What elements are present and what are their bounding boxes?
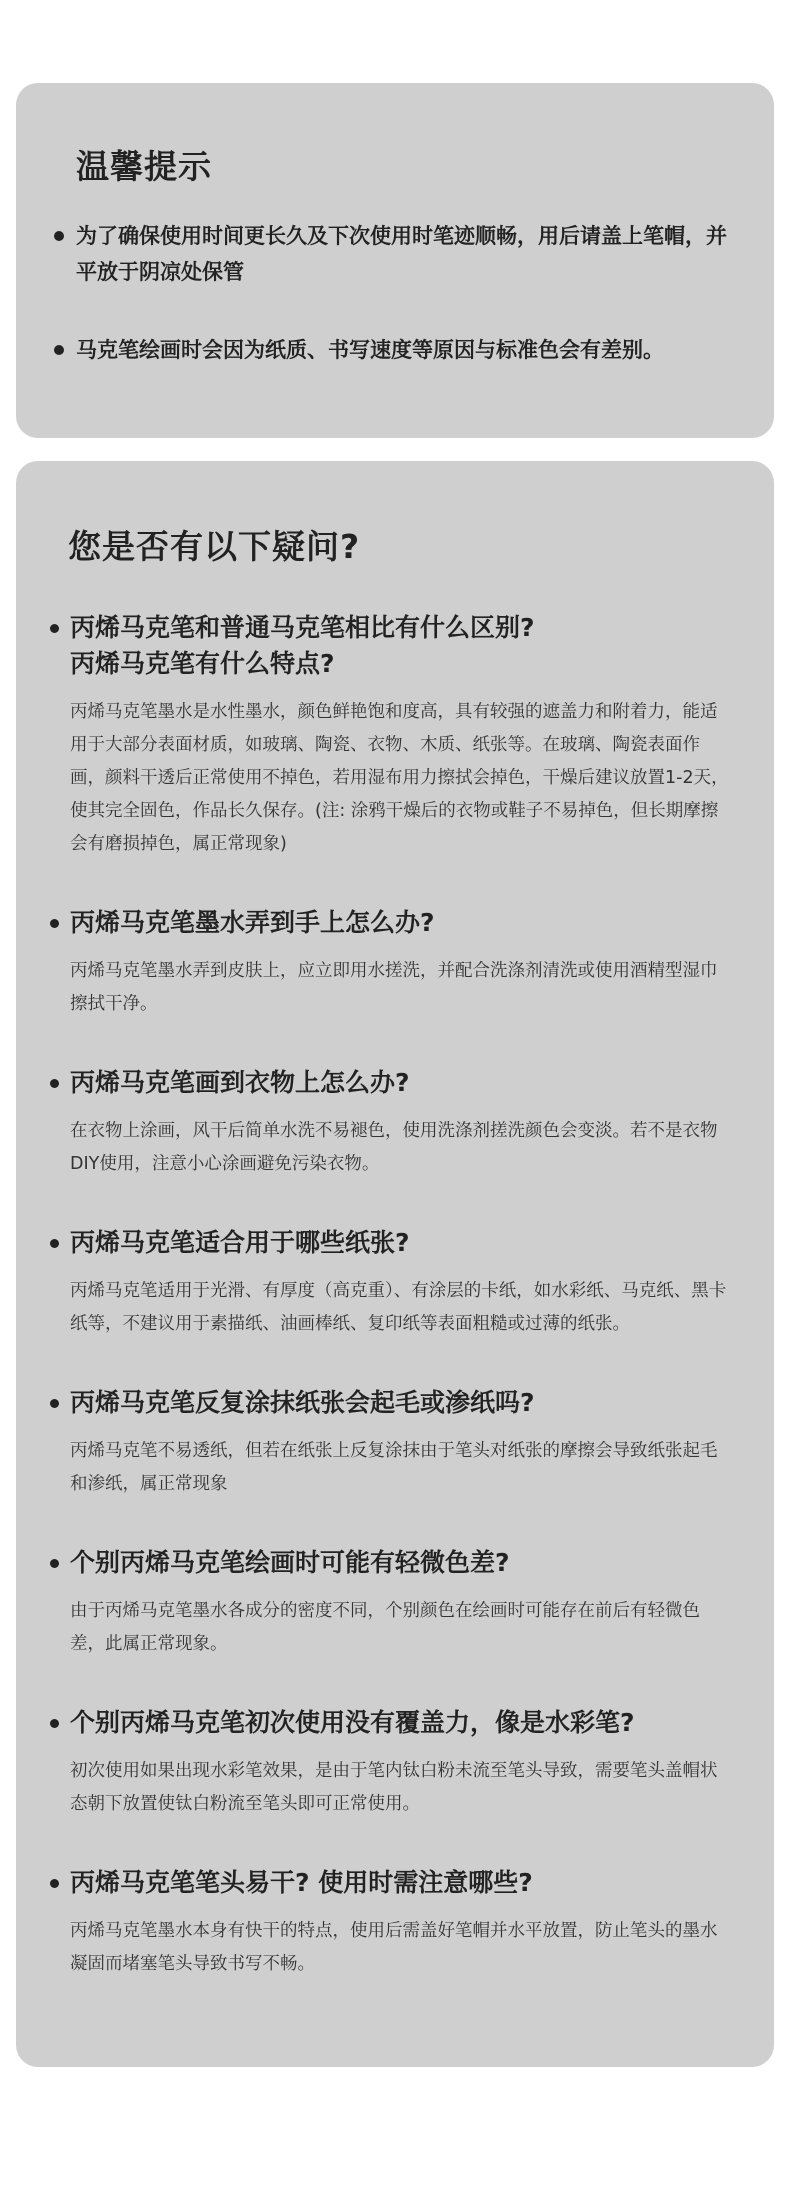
- faq-card: [16, 461, 774, 2067]
- bullet-icon: [54, 345, 64, 355]
- faq-answer: 丙烯马克笔墨水本身有快干的特点，使用后需盖好笔帽并水平放置，防止笔头的墨水凝固而堵塞笔头导致书写不畅。: [70, 1921, 718, 1974]
- faq-question: [50, 1385, 744, 1421]
- faq-answer: 丙烯马克笔墨水是水性墨水，颜色鲜艳饱和度高，具有较强的遮盖力和附着力，能适用于大部分表面材质，如玻璃、陶瓷、衣物、木质、纸张等。在玻璃、陶瓷表面作画，颜料干透后正常使用不掉色，若用湿布用力擦拭会掉色，干燥后建议放置1-2天，使其完全固色，作品长久保存。(注: 涂鸦干燥后的衣物或鞋子不易掉色，但长期摩擦会有磨损掉色，属正常现象): [70, 702, 729, 854]
- faq-question: [50, 1225, 744, 1261]
- tip-item: [50, 218, 740, 290]
- bullet-icon: [50, 1399, 59, 1408]
- bullet-icon: [50, 919, 59, 928]
- faq-question: [50, 1865, 744, 1901]
- tip-text: 为了确保使用时间更长久及下次使用时笔迹顺畅，用后请盖上笔帽，并平放于阴凉处保管: [76, 224, 727, 284]
- bullet-icon: [54, 231, 64, 241]
- tips-card: [16, 83, 774, 438]
- faq-answer: 在衣物上涂画，风干后简单水洗不易褪色，使用洗涤剂搓洗颜色会变淡。若不是衣物DIY使用，注意小心涂画避免污染衣物。: [70, 1121, 718, 1174]
- faq-question-line: 个别丙烯马克笔绘画时可能有轻微色差?: [70, 1548, 510, 1577]
- faq-question-line: 丙烯马克笔画到衣物上怎么办?: [70, 1068, 410, 1097]
- faq-item: [50, 905, 744, 1021]
- faq-question-line: 丙烯马克笔笔头易干? 使用时需注意哪些?: [70, 1868, 533, 1897]
- faq-question-line: 个别丙烯马克笔初次使用没有覆盖力，像是水彩笔?: [70, 1708, 635, 1737]
- faq-question: [50, 610, 744, 682]
- tips-list: [50, 218, 740, 368]
- faq-question-line: 丙烯马克笔有什么特点?: [70, 649, 335, 678]
- tip-item: [50, 332, 740, 368]
- bullet-icon: [50, 1719, 59, 1728]
- faq-item: [50, 1225, 744, 1341]
- bullet-icon: [50, 1079, 59, 1088]
- faq-question: [50, 905, 744, 941]
- faq-question-line: 丙烯马克笔墨水弄到手上怎么办?: [70, 908, 435, 937]
- faq-item: [50, 1065, 744, 1181]
- bullet-icon: [50, 624, 59, 633]
- faq-item: [50, 1385, 744, 1501]
- bullet-icon: [50, 1239, 59, 1248]
- faq-question-line: 丙烯马克笔反复涂抹纸张会起毛或渗纸吗?: [70, 1388, 535, 1417]
- faq-title: 您是否有以下疑问?: [68, 527, 361, 566]
- faq-question-line: 丙烯马克笔适合用于哪些纸张?: [70, 1228, 410, 1257]
- faq-item: [50, 610, 744, 861]
- faq-item: [50, 1865, 744, 1981]
- bullet-icon: [50, 1559, 59, 1568]
- faq-question: [50, 1545, 744, 1581]
- faq-answer: 丙烯马克笔不易透纸，但若在纸张上反复涂抹由于笔头对纸张的摩擦会导致纸张起毛和渗纸，属正常现象: [70, 1441, 718, 1494]
- faq-item: [50, 1545, 744, 1661]
- faq-question-line: 丙烯马克笔和普通马克笔相比有什么区别?: [70, 613, 535, 642]
- tip-text: 马克笔绘画时会因为纸质、书写速度等原因与标准色会有差别。: [76, 338, 664, 362]
- faq-answer: 丙烯马克笔适用于光滑、有厚度（高克重）、有涂层的卡纸，如水彩纸、马克纸、黑卡纸等，不建议用于素描纸、油画棒纸、复印纸等表面粗糙或过薄的纸张。: [70, 1281, 727, 1334]
- faq-answer: 丙烯马克笔墨水弄到皮肤上，应立即用水搓洗，并配合洗涤剂清洗或使用酒精型湿巾擦拭干净。: [70, 961, 718, 1014]
- faq-answer: 初次使用如果出现水彩笔效果，是由于笔内钛白粉未流至笔头导致，需要笔头盖帽状态朝下放置使钛白粉流至笔头即可正常使用。: [70, 1761, 718, 1814]
- faq-question: [50, 1705, 744, 1741]
- bullet-icon: [50, 1879, 59, 1888]
- faq-item: [50, 1705, 744, 1821]
- faq-question: [50, 1065, 744, 1101]
- tips-title: 温馨提示: [76, 147, 212, 186]
- faq-answer: 由于丙烯马克笔墨水各成分的密度不同，个别颜色在绘画时可能存在前后有轻微色差，此属正常现象。: [70, 1601, 700, 1654]
